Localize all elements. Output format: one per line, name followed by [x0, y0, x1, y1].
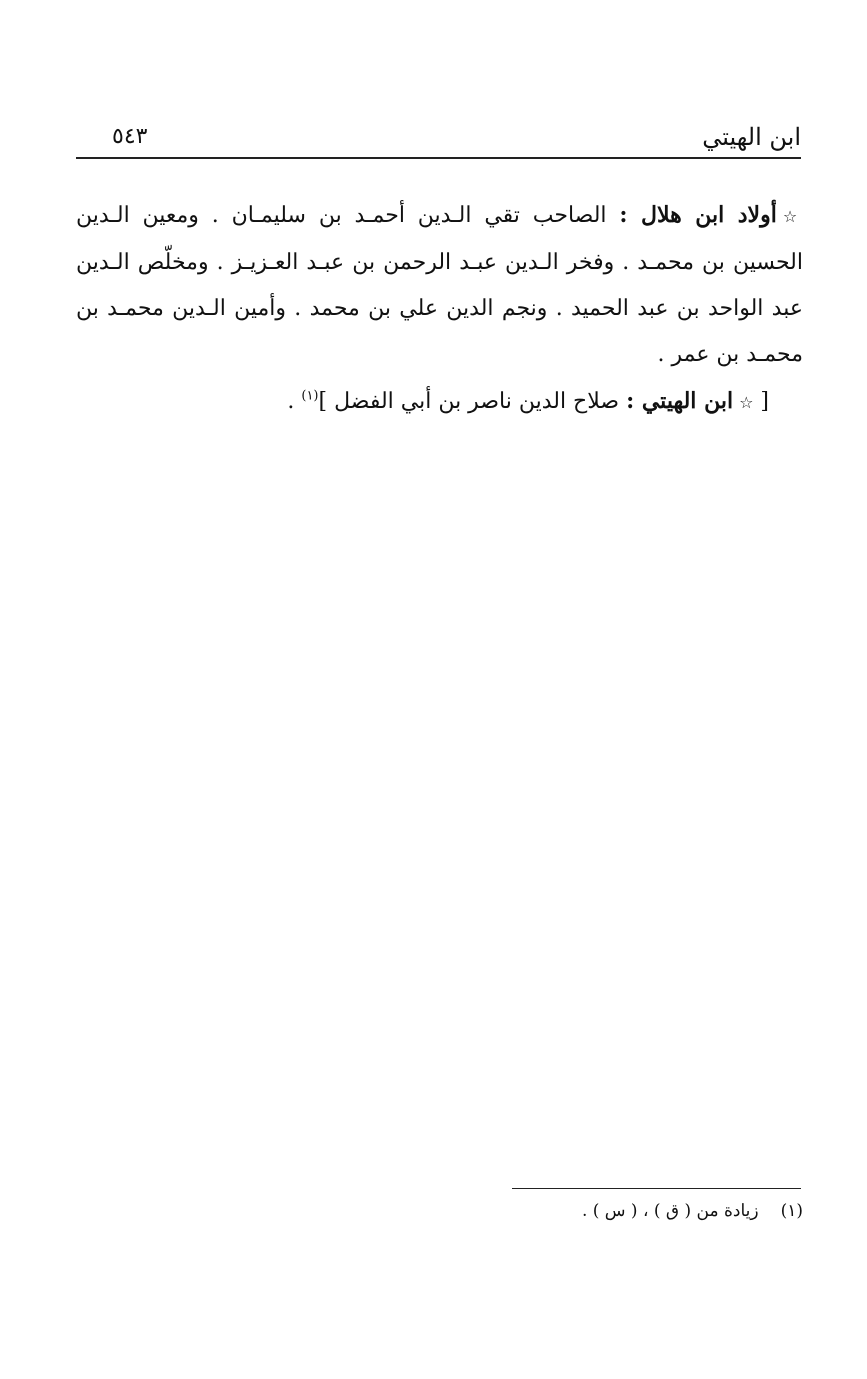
- footnote-text: زيادة من ( ق ) ، ( س ) .: [581, 1201, 759, 1221]
- entry-text: صلاح الدين ناصر بن أبي الفضل ]: [318, 389, 620, 414]
- entry-text: الصاحب تقي الـدين أحمـد بن سليمـان . ومعين الـدين الحسين بن محمـد . وفخر الـدين عبـد الرحمن بن عبـد العـزيـز . ومخلّص الـدين عبد الواحد بن عبد الحميد . ونجم الدين علي بن محمد . وأمين الـدين محمـد بن محمـد بن عمر .: [76, 203, 803, 367]
- entry-awlad-ibn-hilal: [76, 192, 803, 378]
- star-icon: ☆: [739, 393, 754, 412]
- entry-ibn-al-hiti: [76, 378, 803, 426]
- body-text: [76, 192, 803, 426]
- entry-heading: أولاد ابن هلال :: [619, 202, 777, 228]
- header-rule: [76, 157, 801, 159]
- entry-end: .: [287, 389, 295, 414]
- page-number: ٥٤٣: [112, 124, 148, 149]
- footnote-marker: (١): [780, 1201, 803, 1221]
- running-header: [76, 118, 801, 156]
- running-title: ابن الهيتي: [702, 123, 801, 151]
- footnote-rule: [512, 1188, 801, 1189]
- footnote-reference: (١): [301, 388, 319, 404]
- star-icon: ☆: [782, 207, 804, 226]
- footnote: [500, 1196, 803, 1226]
- open-bracket: [: [760, 389, 769, 414]
- entry-heading: ابن الهيتي :: [626, 388, 734, 414]
